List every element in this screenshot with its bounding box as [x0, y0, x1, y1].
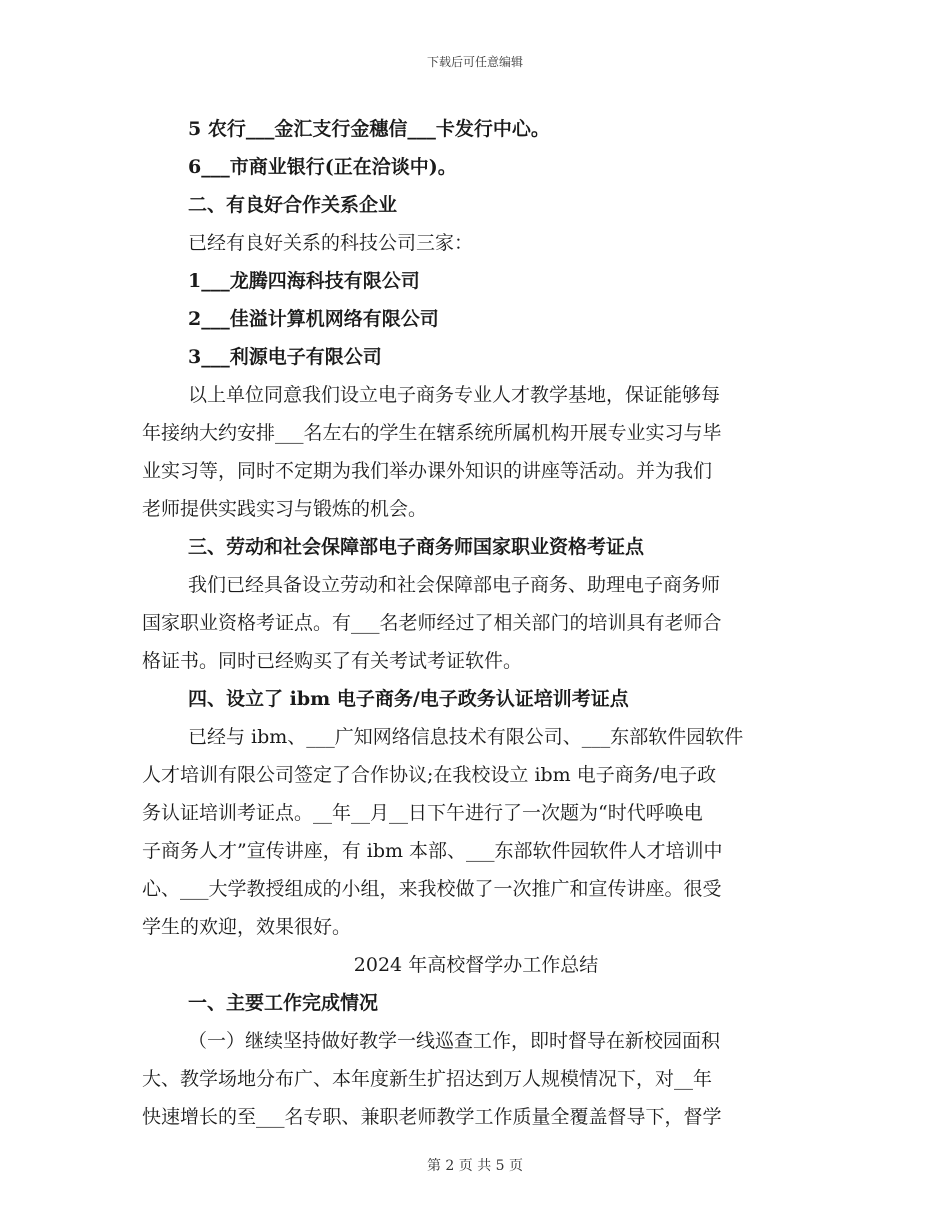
heading-line: 二、有良好合作关系企业 [188, 194, 398, 216]
text-line: 已经与 ibm、___广知网络信息技术有限公司、___东部软件园软件 [188, 726, 744, 748]
text-line: 子商务人才”宣传讲座，有 ibm 本部、___东部软件园软件人才培训中 [142, 840, 723, 862]
heading-line: 三、劳动和社会保障部电子商务师国家职业资格考证点 [188, 536, 645, 558]
text-line: （一）继续坚持做好教学一线巡查工作，即时督导在新校园面积 [188, 1030, 721, 1052]
page-footer: 第 2 页 共 5 页 [426, 1158, 524, 1174]
heading-line: 3___利源电子有限公司 [188, 346, 382, 368]
document-body [142, 110, 810, 1136]
text-line: 我们已经具备设立劳动和社会保障部电子商务、助理电子商务师 [188, 574, 721, 596]
text-line: 已经有良好关系的科技公司三家： [188, 232, 474, 254]
text-line: 人才培训有限公司签定了合作协议;在我校设立 ibm 电子商务/电子政 [142, 764, 717, 786]
text-line: 格证书。同时已经购买了有关考试考证软件。 [142, 650, 523, 672]
text-line: 老师提供实践实习与锻炼的机会。 [142, 498, 428, 520]
text-line: 以上单位同意我们设立电子商务专业人才教学基地，保证能够每 [188, 384, 721, 406]
text-line: 学生的欢迎，效果很好。 [142, 916, 352, 938]
heading-line: 四、设立了 ibm 电子商务/电子政务认证培训考证点 [188, 688, 629, 710]
text-line: 年接纳大约安排___名左右的学生在辖系统所属机构开展专业实习与毕 [142, 422, 722, 444]
heading-line: 2___佳溢计算机网络有限公司 [188, 308, 439, 330]
heading-line: 一、主要工作完成情况 [188, 992, 379, 1014]
heading-line: 5 农行___金汇支行金穗信___卡发行中心。 [188, 118, 550, 140]
text-line: 国家职业资格考证点。有___名老师经过了相关部门的培训具有老师合 [142, 612, 722, 634]
heading-line: 1___龙腾四海科技有限公司 [188, 270, 420, 292]
text-line: 心、___大学教授组成的小组，来我校做了一次推广和宣传讲座。很受 [142, 878, 722, 900]
heading-line: 6___市商业银行(正在洽谈中)。 [188, 156, 457, 178]
text-line: 业实习等，同时不定期为我们举办课外知识的讲座等活动。并为我们 [142, 460, 713, 482]
page-header: 下载后可任意编辑 [426, 55, 523, 69]
text-line: 快速增长的至___名专职、兼职老师教学工作质量全覆盖督导下，督学 [142, 1106, 722, 1128]
text-line: 大、教学场地分布广、本年度新生扩招达到万人规模情况下，对__年 [142, 1068, 713, 1090]
text-line: 务认证培训考证点。__年__月__日下午进行了一次题为“时代呼唤电 [142, 802, 703, 824]
section-title: 2024 年高校督学办工作总结 [353, 954, 599, 976]
